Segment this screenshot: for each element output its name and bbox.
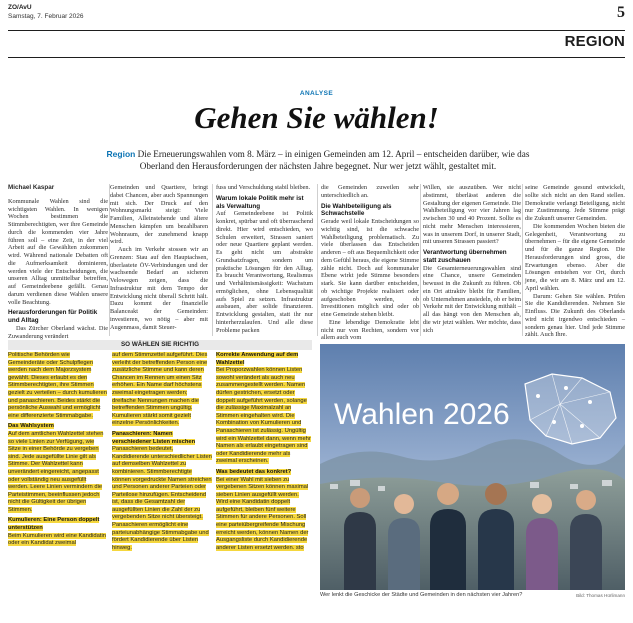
column-divider <box>522 184 523 336</box>
election-illustration <box>320 344 625 590</box>
article-column-5 <box>423 184 521 336</box>
highlighted-text: Beim Kumulieren wird eine Kandidatin oder ein Kandidat zweimal <box>8 532 106 547</box>
paragraph: Das Zürcher Oberland wächst. Die Zuwanderung verändert <box>8 324 108 340</box>
paragraph: Gemeinden und Quartiere, bringt dabei Chancen, aber auch Spannungen mit sich. Der Druck auf den Wohnungsmarkt steigt: Viele Familien, Alleinstehende und ältere Menschen kämpfen um bezahlbaren Wohnraum, der zunehmend knapp wird. <box>110 184 208 246</box>
paragraph: Die Gesamterneuerungswahlen sind eine Chance, unsere Gemeinden bewusst in die Zukunft zu führen. Ob ein Ort attraktiv bleibt für Familien, ob Unternehmen ansiedeln, ob er beim Verkehr mit der Entwicklung mithält – all das hängt von den Menschen ab, die wir jetzt wählen. Wer möchte, dass sich <box>423 264 521 334</box>
page-number: 5 <box>617 4 625 21</box>
infobox-title: SO WÄHLEN SIE RICHTIG <box>8 340 312 350</box>
subheading: Warum lokale Politik mehr ist als Verwaltung <box>216 194 304 210</box>
paragraph: fuss und Verschuldung stabil bleiben. <box>216 184 311 191</box>
section-rule <box>8 57 625 58</box>
column-divider <box>317 184 318 336</box>
photo-overlay-title: Wahlen 2026 <box>334 398 510 431</box>
article-lead <box>103 149 533 172</box>
paragraph: Gerade weil lokale Entscheidungen so wichtig sind, ist die schwache Wahlbeteiligung problematisch. Zu viele überlassen das Entscheiden anderen – oft aus Bequemlichkeit oder dem Gefühl heraus, die eigene Stimme zähle nicht. Doch auf kommunaler Ebene wirkt jede Stimme besonders stark. Sie kann darüber entscheiden, ob wichtige Projekte realisiert oder aufgeschoben werden, ob Investitionen möglich sind oder ob eine Gemeinde stehen bleibt. <box>321 218 419 318</box>
paragraph: Kommunale Wahlen sind die wichtigsten Wahlen. In wenigen Wochen bestimmen die Stimmberechtigten, wer ihre Gemeinde durch die kommenden vier Jahre führen soll – eine Zeit, in der viel Arbeit auf die Gewählten zukommen wird. Während nationale Debatten oft die Aufmerksamkeit dominieren, werden viele der Entscheidungen, die unseren Alltag unmittelbar betreffen, auf Gemeindeebene gefällt. Genau darum verdienen diese Wahlen unsere volle Beachtung. <box>8 197 108 306</box>
paragraph: Willen, sie auszuüben. Wer nicht abstimmt, überlässt anderen die Gestaltung der eigenen Gemeinde. Die Wahlbeteiligung vor vier Jahren lag zwischen 30 und 40 Prozent. Sollte es nicht mehr Menschen interessieren, was in unserem Dorf, in unserer Stadt, mit unseren Strassen passiert? <box>423 184 521 246</box>
highlighted-text: Bei Proporzwahlen können Listen sowohl verändert als auch neu zusammengestellt werden. Namen dürfen gestrichen, ersetzt oder doppelt aufgeführt werden, solange die zulässige Maximalzahl an Stimmen eingehalten wird. Die Kombination von Kumulieren und Panaschieren ist zulässig. Ungültig wird ein Wahlzettel dann, wenn mehr Namen als erlaubt eingetragen sind oder Kandidierende mehr als zweimal erscheinen. <box>216 367 311 465</box>
infobox-column-3 <box>216 352 312 608</box>
column-divider <box>420 184 421 336</box>
subheading: Die Wahlbeteiligung als Schwachstelle <box>321 202 392 218</box>
infobox-column-1 <box>8 352 108 608</box>
article-kicker: ANALYSE <box>299 90 334 97</box>
paragraph: Darum: Gehen Sie wählen. Prüfen Sie die Kandidierenden. Nehmen Sie Einfluss. Die Zukunft des Oberlands wird nicht irgendwo entschieden – sondern genau hier. Und jede Stimme zählt. Auch Ihre. <box>525 292 625 339</box>
paragraph: die Gemeinden zuweilen sehr unterschiedlich an. <box>321 184 419 199</box>
highlighted-text: Bei einer Wahl mit sieben zu vergebenen Sitzen können maximal sieben Linien ausgefüllt werden. Wird eine Kandidatin doppelt aufgeführt, bleiben fünf weitere Stimmen für andere Personen. Soll eine parteiübergreifende Mischung erreicht werden, können Namen der Ausgangsliste durch Kandidierende anderer Listen ersetzt werden. sto <box>216 476 309 551</box>
paragraph: Die kommenden Wochen bieten die Gelegenheit, Verantwortung zu übernehmen – für die eigene Gemeinde und für die ganze Region. Die Herausforderungen sind gross, die Erwartungen ebenso. Aber die Lösungen entstehen vor Ort, durch jene, die wir am 8. März und am 12. April wählen. <box>525 222 625 292</box>
infobox-subheading: Korrekte Anwendung auf dem Wahlzettel <box>216 352 299 366</box>
lead-text: Die Erneuerungswahlen vom 8. März – in einigen Gemeinden am 12. April – entscheiden darüber, wie das Oberland den Herausforderungen der nächsten Jahre begegnet. Nur wer jetzt wählt, gestaltet mit. <box>135 149 530 171</box>
highlighted-text: Auf dem amtlichen Wahlzettel stehen so viele Linien zur Verfügung, wie Sitze in einer Behörde zu vergeben sind. Jede ausgefüllte Linie gilt als Stimme. Der Wahlzettel kann unverändert eingereicht, angepasst oder vollständig neu ausgefüllt werden. Leere Linien vermindern die Parteistimmen, beeinflussen jedoch nicht die Gültigkeit der übrigen Stimmen. <box>8 430 104 513</box>
header-rule <box>8 30 625 31</box>
highlighted-text: auf dem Stimmzettel aufgeführt. Dies verleiht der betreffenden Person eine zusätzliche Stimme und kann deren Chancen im Rennen um einen Sitz erhöhen. Ein Name darf höchstens zweimal eingetragen werden; dreifache Nennungen machen die betreffenden Stimmen ungültig. Kumulieren stärkt somit gezielt einzelne Persönlichkeiten. <box>112 352 208 427</box>
column-divider <box>212 184 213 336</box>
article-column-3 <box>216 184 313 336</box>
paragraph: Auf Gemeindeebene ist Politik konkret, spürbar und oft überraschend direkt. Hier wird entschieden, wo Schulen erweitert, Strassen saniert oder neue Quartiere geplant werden. Es geht nicht um abstrakte Grundsatzfragen, sondern um praktische Lösungen für den Alltag. Es braucht Verantwortung, Realismus und Verhältnismässigkeit: Wachstum ermöglichen, ohne Lebensqualität aufs Spiel zu setzen. Infrastruktur ausbauen, aber solide finanzieren. Entwicklung gestalten, statt ihr nur hinterherzulaufen. Und alle diese Probleme packen <box>216 210 313 334</box>
highlighted-text: Panaschieren bedeutet, Kandidierende unterschiedlicher Listen auf demselben Wahlzettel zu kombinieren. Stimmberechtigte können vorgedruckte Namen streichen und Personen anderer Parteien oder Parteilose hinzufügen. Entscheidend ist, dass die Gesamtzahl der ausgefüllten Linien die Zahl der zu vergebenden Sitze nicht übersteigt. Panaschieren ermöglicht eine parteiunabhängige Stimmabgabe und fördert Kandidierende über Listen hinweg. <box>112 446 212 551</box>
subheading: Herausforderungen für Politik und Alltag <box>8 309 98 324</box>
paragraph: Eine lebendige Demokratie lebt nicht nur von Rechten, sondern vor allem auch vom <box>321 318 419 342</box>
issue-date: Samstag, 7. Februar 2026 <box>8 13 84 20</box>
election-photo <box>320 344 625 590</box>
infobox-subheading: Panaschieren: Namen verschiedener Listen mischen <box>112 430 196 445</box>
author-name: Michael Kaspar <box>8 184 55 191</box>
infobox-subheading: Kumulieren: Eine Person doppelt unterstützen <box>8 517 100 532</box>
photo-credit: Bild: Thomas Hürlimann <box>576 593 625 598</box>
article-column-6 <box>525 184 625 339</box>
photo-caption: Wer lenkt die Geschicke der Städte und Gemeinden in den nächsten vier Jahren? <box>320 592 523 598</box>
article-column-2 <box>110 184 208 336</box>
page-header <box>8 4 625 30</box>
paragraph: Auch im Verkehr stossen wir an Grenzen: Stau auf den Hauptachsen, überlastete ÖV-Verbindungen und der wachsende Bedarf an sicheren Velowegen zeigen, dass die Infrastruktur mit dem Tempo der Entwicklung nicht überall Schritt hält. Dazu kommt der finanzielle Balanceakt der Gemeinden: investieren, wo nötig – aber mit Augenmass, damit Steuer- <box>110 246 208 331</box>
paragraph: seine Gemeinde gesund entwickelt, sollte sich nicht an den Rand stellen. Demokratie verlangt Beteiligung, nicht nur Zustimmung. Jede Stimme prägt die Zukunft unserer Gemeinden. <box>525 184 625 222</box>
newspaper-brand: ZO/AvU <box>8 4 32 11</box>
article-headline: Gehen Sie wählen! <box>194 100 439 135</box>
infobox-subheading: Das Wahlsystem <box>8 423 54 430</box>
highlighted-text: Politische Behörden wie Gemeinderäte oder Schulpflegen werden nach dem Majorzsystem gewählt. Dieses erlaubt es den Stimmberechtigten, ihre Stimmen gezielt zu verteilen – durch kumulieren und panaschieren. Beides stärkt die persönliche Auswahl und ermöglicht eine differenzierte Stimmabgabe. <box>8 352 107 419</box>
infobox-subheading: Was bedeutet das konkret? <box>216 468 292 475</box>
article-column-4 <box>321 184 419 342</box>
section-title: REGION <box>564 33 625 50</box>
subheading: Verantwortung übernehmen statt zuschauen <box>423 249 507 264</box>
infobox-column-2 <box>112 352 212 608</box>
lead-location: Region <box>106 149 136 159</box>
